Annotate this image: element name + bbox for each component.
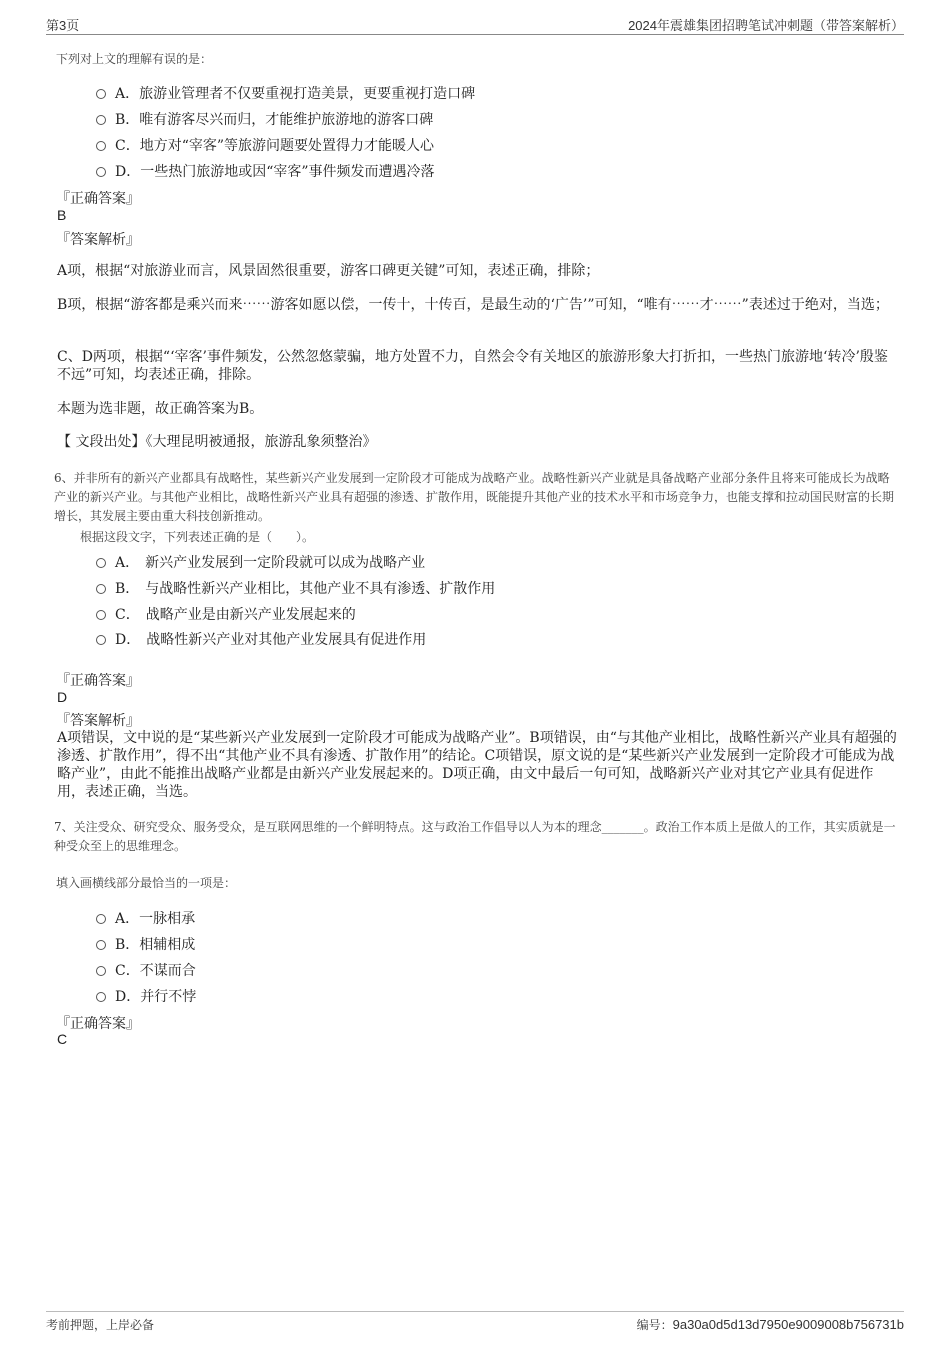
option-text: 战略性新兴产业对其他产业发展具有促进作用: [146, 632, 427, 648]
document-code: [637, 1316, 904, 1333]
q6-text: 6、并非所有的新兴产业都具有战略性，某些新兴产业发展到一定阶段才可能成为战略产业。战略性新兴产业就是具备战略产业部分条件且将来可能成长为战略产业的新兴产业。与其他产业相比，战略性新兴产业具有超强的渗透、扩散作用，既能提升其他产业的技术水平和市场竞争力，也能支撑和拉动国民财富的长期增长，其发展主要由重大科技创新推动。: [54, 471, 895, 523]
option-letter: C．: [115, 607, 140, 623]
q7-prompt: 填入画横线部分最恰当的一项是：: [56, 876, 237, 890]
radio-icon[interactable]: [96, 115, 106, 125]
code-label: 编号：: [636, 1318, 673, 1332]
q7-answer: C: [57, 1031, 68, 1047]
q5-answer: B: [57, 207, 67, 223]
q6-answer-label: 『正确答案』: [56, 673, 140, 689]
page-footer: [46, 1311, 904, 1334]
radio-icon[interactable]: [96, 966, 106, 976]
option-text: 不谋而合: [139, 963, 196, 979]
q6-analysis-label: 『答案解析』: [56, 713, 140, 729]
option-letter: A．: [115, 555, 140, 571]
option-letter: C．: [115, 963, 140, 979]
q6-prompt: 根据这段文字，下列表述正确的是（ ）。: [80, 530, 315, 544]
option-text: 一些热门旅游地或因“宰客”事件频发而遭遇冷落: [140, 164, 435, 180]
option-text: 战略产业是由新兴产业发展起来的: [145, 607, 356, 623]
option-letter: D．: [115, 989, 141, 1005]
option-text: 旅游业管理者不仅要重视打造美景，更要重视打造口碑: [139, 86, 476, 102]
q7-blank: _______: [601, 820, 644, 834]
q5-analysis-label: 『答案解析』: [56, 232, 140, 248]
option-text: 唯有游客尽兴而归，才能维护旅游地的游客口碑: [139, 112, 434, 128]
q6-option-a[interactable]: [96, 552, 425, 572]
q7-option-b[interactable]: [96, 934, 195, 954]
q7-text: [54, 818, 899, 856]
option-text: 相辅相成: [139, 937, 196, 953]
q5-option-c[interactable]: [96, 135, 434, 155]
q5-source: 【 文段出处】《大理昆明被通报，旅游乱象须整治》: [57, 434, 377, 450]
q7-option-a[interactable]: [96, 908, 195, 928]
option-letter: B．: [115, 112, 140, 128]
option-text: 一脉相承: [139, 911, 196, 927]
q7-option-d[interactable]: [96, 986, 196, 1006]
radio-icon[interactable]: [96, 992, 106, 1002]
option-letter: A．: [115, 911, 140, 927]
code-value: 9a30a0d5d13d7950e9009008b756731b: [672, 1317, 904, 1332]
radio-icon[interactable]: [96, 610, 106, 620]
q6-option-b[interactable]: [96, 578, 495, 598]
option-text: 地方对“宰客”等旅游问题要处置得力才能暖人心: [139, 138, 435, 154]
option-text: 并行不悖: [140, 989, 197, 1005]
q5-prompt: 下列对上文的理解有误的是：: [56, 52, 213, 66]
radio-icon[interactable]: [96, 584, 106, 594]
q5-analysis-cd: C、D两项，根据“‘宰客’事件频发，公然忽悠蒙骗，地方处置不力，自然会令有关地区的旅游形象大打折扣，一些热门旅游地‘转冷’殷鉴不远”可知，均表述正确，排除。: [57, 349, 888, 383]
q5-option-d[interactable]: [96, 161, 435, 181]
option-text: 新兴产业发展到一定阶段就可以成为战略产业: [145, 555, 426, 571]
q5-option-b[interactable]: [96, 109, 433, 129]
q6-option-d[interactable]: [96, 629, 426, 649]
option-letter: B．: [115, 581, 140, 597]
option-letter: B．: [115, 937, 140, 953]
option-letter: C．: [115, 138, 140, 154]
q5-answer-label: 『正确答案』: [56, 191, 140, 207]
q7-option-c[interactable]: [96, 960, 196, 980]
radio-icon[interactable]: [96, 940, 106, 950]
q6-answer: D: [57, 689, 68, 705]
radio-icon[interactable]: [96, 558, 106, 568]
option-letter: D．: [115, 164, 141, 180]
radio-icon[interactable]: [96, 141, 106, 151]
q7-answer-label: 『正确答案』: [56, 1016, 140, 1032]
radio-icon[interactable]: [96, 89, 106, 99]
document-title: 2024年震雄集团招聘笔试冲刺题（带答案解析）: [628, 18, 904, 33]
q6-option-c[interactable]: [96, 604, 356, 624]
q7-text-after: 。政治工作本质上是做人的工作，其实质就是一种受众至上的思维理念。: [54, 820, 896, 853]
option-text: 与战略性新兴产业相比，其他产业不具有渗透、扩散作用: [145, 581, 496, 597]
page-header: [46, 14, 904, 35]
radio-icon[interactable]: [96, 635, 106, 645]
q5-analysis-a: A项，根据“对旅游业而言，风景固然很重要，游客口碑更关键”可知，表述正确，排除；: [57, 263, 600, 279]
q5-analysis-b: B项，根据“游客都是乘兴而来⋯⋯游客如愿以偿，一传十，十传百，是最生动的‘广告’”可知，“唯有⋯⋯才⋯⋯”表述过于绝对，当选；: [57, 297, 889, 313]
option-letter: D．: [115, 632, 141, 648]
q6-analysis: A项错误，文中说的是“某些新兴产业发展到一定阶段才可能成为战略产业”。B项错误，由“与其他产业相比，战略性新兴产业具有超强的渗透、扩散作用”，得不出“其他产业不具有渗透、扩散作用”的结论。C项错误，原文说的是“某些新兴产业发展到一定阶段才可能成为战略产业”，由此不能推出战略产业都是由新兴产业发展起来的。D项正确，由文中最后一句可知，战略新兴产业对其它产业具有促进作用，表述正确，当选。: [57, 730, 897, 800]
q7-text-before: 7、关注受众、研究受众、服务受众，是互联网思维的一个鲜明特点。这与政治工作倡导以人为本的理念: [54, 820, 602, 834]
page-number: 第3页: [46, 18, 80, 33]
q5-conclusion: 本题为选非题，故正确答案为B。: [57, 401, 264, 417]
radio-icon[interactable]: [96, 167, 106, 177]
option-letter: A．: [115, 86, 140, 102]
radio-icon[interactable]: [96, 914, 106, 924]
footer-slogan: 考前押题，上岸必备: [46, 1318, 155, 1332]
q5-option-a[interactable]: [96, 83, 475, 103]
